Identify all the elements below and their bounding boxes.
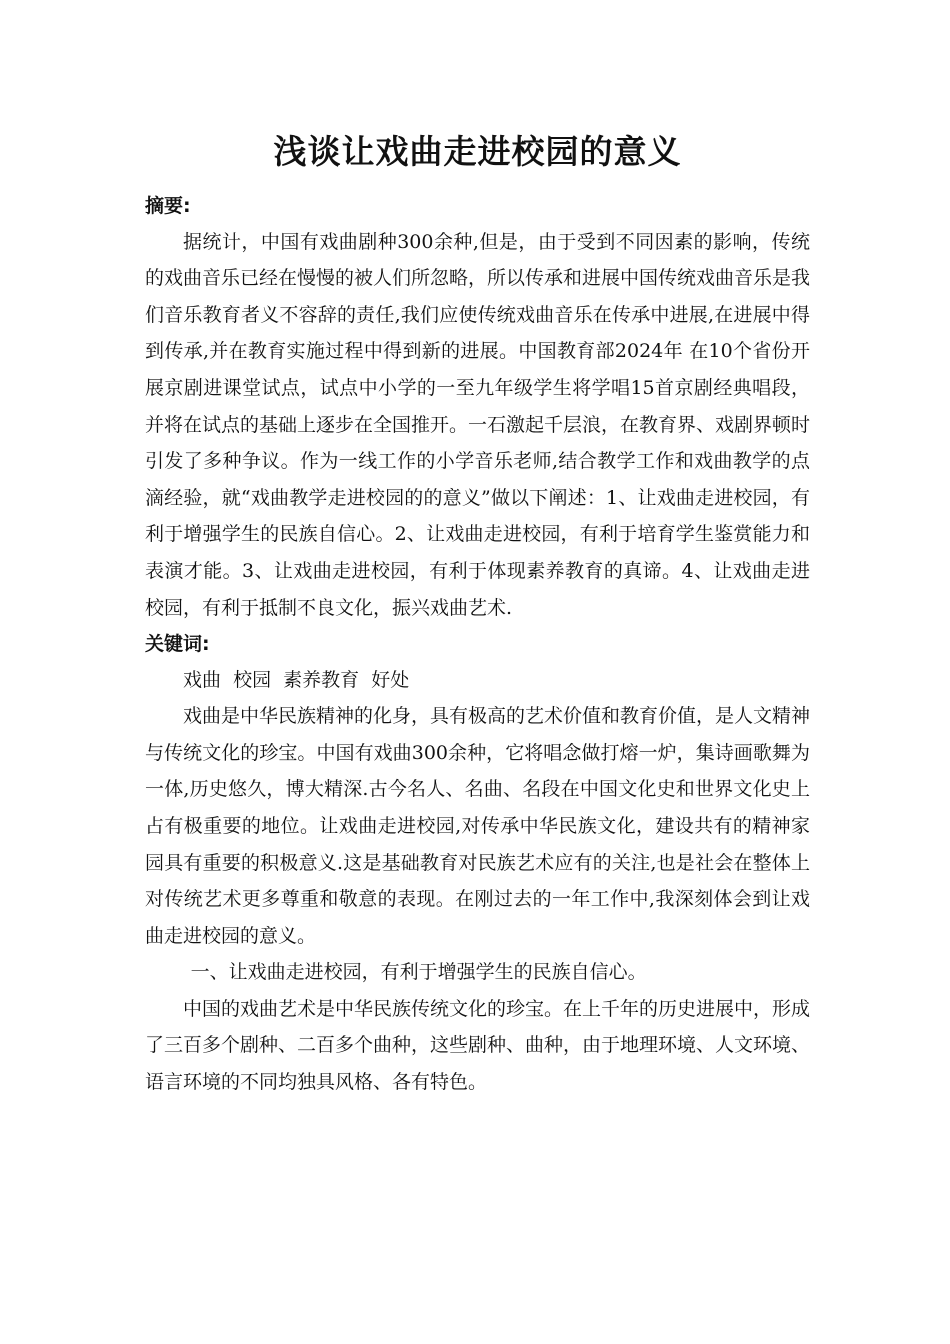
document-title: 浅谈让戏曲走进校园的意义 (273, 132, 682, 171)
keywords-list: 戏曲 校园 素养教育 好处 (183, 669, 410, 692)
abstract-paragraph: 据统计，中国有戏曲剧种300余种,但是，由于受到不同因素的影响，传统的戏曲音乐已经在慢慢的被人们所忽略，所以传承和进展中国传统戏曲音乐是我们音乐教育者义不容辞的责任,我们应使传统戏曲音乐在传承中进展,在进展中得到传承,并在教育实施过程中得到新的进展。中国教育部2024年 在10个省份开展京剧进课堂试点，试点中小学的一至九年级学生将学唱15首京剧经典唱段，并将在试点的基础上逐步在全国推开。一石激起千层浪，在教育界、戏剧界顿时引发了多种争议。作为一线工作的小学音乐老师,结合教学工作和戏曲教学的点滴经验，就“戏曲教学走进校园的的意义”做以下阐述：1、让戏曲走进校园，有利于增强学生的民族自信心。2、让戏曲走进校园，有利于培育学生鉴赏能力和表演才能。3、让戏曲走进校园，有利于体现素养教育的真谛。4、让戏曲走进校园，有利于抵制不良文化，振兴戏曲艺术. (145, 230, 811, 619)
keywords-label: 关键词: (145, 633, 210, 656)
document-page (145, 120, 810, 1101)
intro-paragraph: 戏曲是中华民族精神的化身，具有极高的艺术价值和教育价值，是人文精神与传统文化的珍宝。中国有戏曲300余种，它将唱念做打熔一炉，集诗画歌舞为一体,历史悠久，博大精深.古今名人、名曲、名段在中国文化史和世界文化史上占有极重要的地位。让戏曲走进校园,对传承中华民族文化，建设共有的精神家园具有重要的积极意义.这是基础教育对民族艺术应有的关注,也是社会在整体上对传统艺术更多尊重和敬意的表现。在刚过去的一年工作中,我深刻体会到让戏曲走进校园的意义。 (145, 705, 811, 947)
abstract-label: 摘要: (145, 194, 191, 217)
section-1-paragraph: 中国的戏曲艺术是中华民族传统文化的珍宝。在上千年的历史进展中，形成了三百多个剧种、二百多个曲种，这些剧种、曲种，由于地理环境、人文环境、语言环境的不同均独具风格、各有特色。 (145, 997, 811, 1094)
section-1-heading: 一、让戏曲走进校园，有利于增强学生的民族自信心。 (190, 961, 647, 984)
